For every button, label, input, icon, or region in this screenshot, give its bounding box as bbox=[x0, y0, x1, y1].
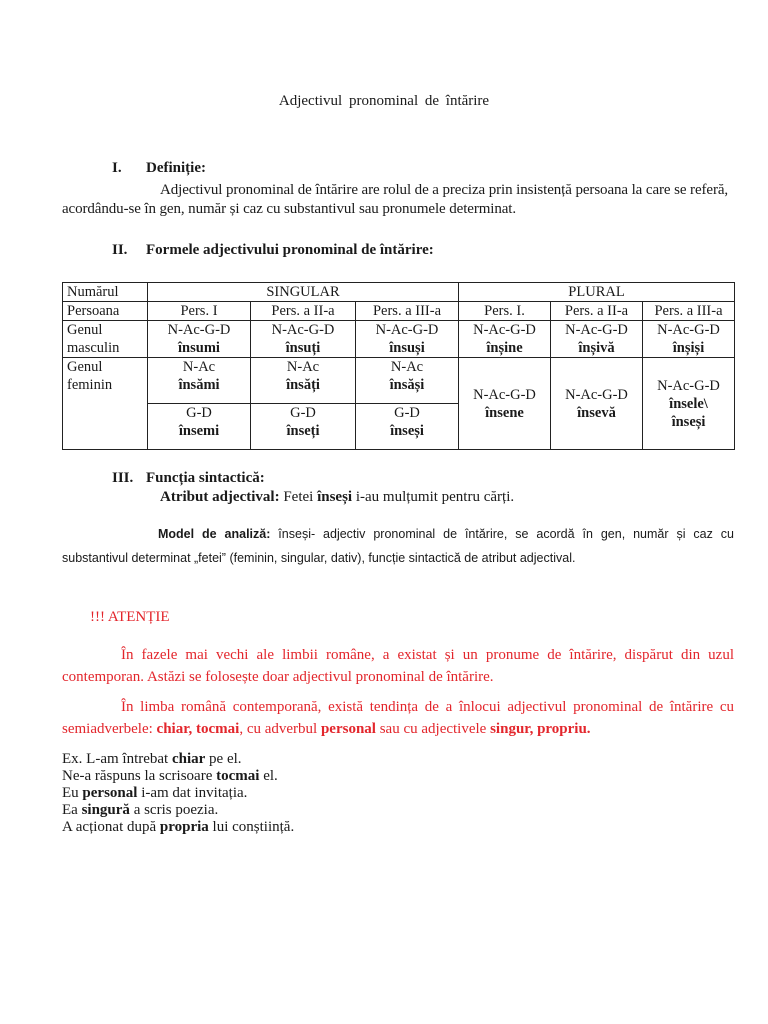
example-text: lui conștiință. bbox=[208, 819, 295, 835]
list-item bbox=[62, 785, 294, 802]
form: înseși bbox=[671, 413, 706, 430]
case-label: N-Ac-G-D bbox=[473, 386, 536, 403]
example-text: a scris poezia. bbox=[129, 802, 219, 818]
form: înșine bbox=[486, 340, 523, 356]
case-label: N-Ac-G-D bbox=[167, 322, 231, 338]
person-header: Pers. a II-a bbox=[251, 302, 356, 321]
case-label: N-Ac-G-D bbox=[657, 377, 720, 394]
paragraph-text: În limba română contemporană, există tendința de a înlocui adjectivul pronominal de întărire cu semiadverbele: bbox=[62, 699, 734, 737]
example-bold-word: singură bbox=[81, 802, 130, 818]
case-label: G-D bbox=[186, 405, 212, 421]
case-label: N-Ac-G-D bbox=[473, 322, 536, 338]
header-persoana: Persoana bbox=[63, 302, 148, 321]
table-cell bbox=[251, 321, 356, 358]
example-bold-word: chiar bbox=[171, 751, 206, 767]
section-number: I. bbox=[112, 160, 122, 176]
example-label: Atribut adjectival: bbox=[160, 489, 280, 505]
form: însumi bbox=[178, 340, 220, 356]
model-text: înseși- adjectiv pronominal de întărire, se acordă în gen, număr și caz cu substantivul determinat „fetei” (feminin, singular, dativ), funcție sintactică de atribut adjectival. bbox=[62, 527, 734, 565]
header-singular: SINGULAR bbox=[148, 283, 459, 302]
form: înșivă bbox=[578, 340, 615, 356]
case-label: N-Ac-G-D bbox=[375, 322, 439, 338]
example-text: pe el. bbox=[205, 751, 242, 767]
list-item bbox=[62, 802, 294, 819]
definition-paragraph: Adjectivul pronominal de întărire are rolul de a preciza prin insistență persoana la care se referă, acordându-se în gen, număr și caz cu substantivul sau pronumele determinat. bbox=[62, 182, 729, 217]
person-header: Pers. I bbox=[148, 302, 251, 321]
person-header: Pers. a III-a bbox=[356, 302, 459, 321]
table-row bbox=[63, 283, 735, 302]
header-numar: Numărul bbox=[63, 283, 148, 302]
form: înseți bbox=[286, 423, 320, 439]
example-text: el. bbox=[259, 768, 278, 784]
table-cell bbox=[551, 358, 643, 450]
table-cell bbox=[251, 358, 356, 404]
examples-list bbox=[62, 751, 294, 836]
case-label: G-D bbox=[394, 405, 420, 421]
case-label: N-Ac-G-D bbox=[657, 322, 720, 338]
table-cell bbox=[459, 358, 551, 450]
table-cell bbox=[148, 404, 251, 450]
model-label: Model de analiză: bbox=[158, 527, 271, 541]
form: însele\ bbox=[669, 395, 708, 412]
person-header: Pers. a III-a bbox=[643, 302, 735, 321]
row-label-masculin: Genul masculin bbox=[63, 321, 148, 358]
section-number: III. bbox=[112, 470, 134, 486]
section-title: Formele adjectivului pronominal de întărire: bbox=[146, 242, 434, 258]
header-plural: PLURAL bbox=[459, 283, 735, 302]
example-text: A acționat după bbox=[62, 819, 160, 835]
section-number: II. bbox=[112, 242, 128, 258]
attention-paragraph-1: În fazele mai vechi ale limbii române, a existat și un pronume de întărire, dispărut din uzul contemporan. Astăzi se folosește doar adjectivul pronominal de întărire. bbox=[62, 647, 734, 685]
section-heading-functia bbox=[112, 470, 265, 487]
person-header: Pers. a II-a bbox=[551, 302, 643, 321]
example-text: i-au mulțumit pentru cărți. bbox=[352, 489, 515, 505]
example-bold-word: tocmai bbox=[216, 768, 260, 784]
document-title: Adjectivul pronominal de întărire bbox=[278, 93, 490, 109]
form: însemi bbox=[178, 423, 220, 439]
example-text: i-am dat invitația. bbox=[137, 785, 248, 801]
section-title: Definiție: bbox=[146, 160, 206, 176]
example-bold-word: înseși bbox=[317, 489, 353, 505]
table-cell bbox=[356, 321, 459, 358]
example-bold-word: personal bbox=[82, 785, 138, 801]
case-label: N-Ac bbox=[390, 359, 424, 375]
table-cell bbox=[643, 321, 735, 358]
list-item bbox=[62, 751, 294, 768]
table-row bbox=[63, 321, 735, 358]
bold-term: personal bbox=[320, 721, 376, 737]
form: însăși bbox=[389, 377, 425, 393]
example-text: Eu bbox=[62, 785, 83, 801]
table-cell bbox=[251, 404, 356, 450]
paragraph-text: , cu adverbul bbox=[239, 721, 321, 737]
form: înșiși bbox=[672, 340, 705, 356]
section-heading-forme bbox=[112, 242, 434, 259]
person-header: Pers. I. bbox=[459, 302, 551, 321]
section-title: Funcția sintactică: bbox=[146, 470, 265, 486]
table-row bbox=[63, 302, 735, 321]
case-label: N-Ac bbox=[182, 359, 216, 375]
case-label: N-Ac-G-D bbox=[271, 322, 335, 338]
table-cell bbox=[148, 358, 251, 404]
form: însămi bbox=[178, 377, 220, 393]
form: însene bbox=[485, 404, 524, 421]
case-label: N-Ac-G-D bbox=[565, 322, 628, 338]
example-text: Ex. L-am întrebat bbox=[62, 751, 172, 767]
row-label-feminin: Genul feminin bbox=[63, 358, 148, 450]
attention-heading: !!! ATENȚIE bbox=[90, 609, 170, 625]
form: însevă bbox=[577, 404, 616, 421]
form: însuși bbox=[389, 340, 425, 356]
attention-paragraph-2 bbox=[62, 696, 734, 740]
example-bold-word: propria bbox=[159, 819, 209, 835]
model-analysis bbox=[62, 522, 734, 570]
list-item bbox=[62, 768, 294, 785]
table-cell bbox=[551, 321, 643, 358]
case-label: N-Ac bbox=[286, 359, 320, 375]
example-text: Ne-a răspuns la scrisoare bbox=[62, 768, 217, 784]
form: însuți bbox=[285, 340, 321, 356]
form: însăți bbox=[286, 377, 320, 393]
example-text: Ea bbox=[62, 802, 82, 818]
case-label: N-Ac-G-D bbox=[565, 386, 628, 403]
paragraph-text: sau cu adjectivele bbox=[375, 721, 491, 737]
table-cell bbox=[356, 404, 459, 450]
table-cell bbox=[148, 321, 251, 358]
table-cell bbox=[356, 358, 459, 404]
bold-term: chiar, tocmai bbox=[156, 721, 240, 737]
case-label: G-D bbox=[290, 405, 316, 421]
example-text: Fetei bbox=[279, 489, 318, 505]
bold-term: singur, propriu. bbox=[490, 721, 591, 737]
form: înseși bbox=[390, 423, 424, 439]
forms-table bbox=[62, 282, 735, 450]
table-cell bbox=[459, 321, 551, 358]
table-cell bbox=[643, 358, 735, 450]
syntax-example bbox=[160, 489, 514, 506]
list-item bbox=[62, 819, 294, 836]
table-row bbox=[63, 358, 735, 404]
section-heading-definitie bbox=[112, 160, 206, 177]
